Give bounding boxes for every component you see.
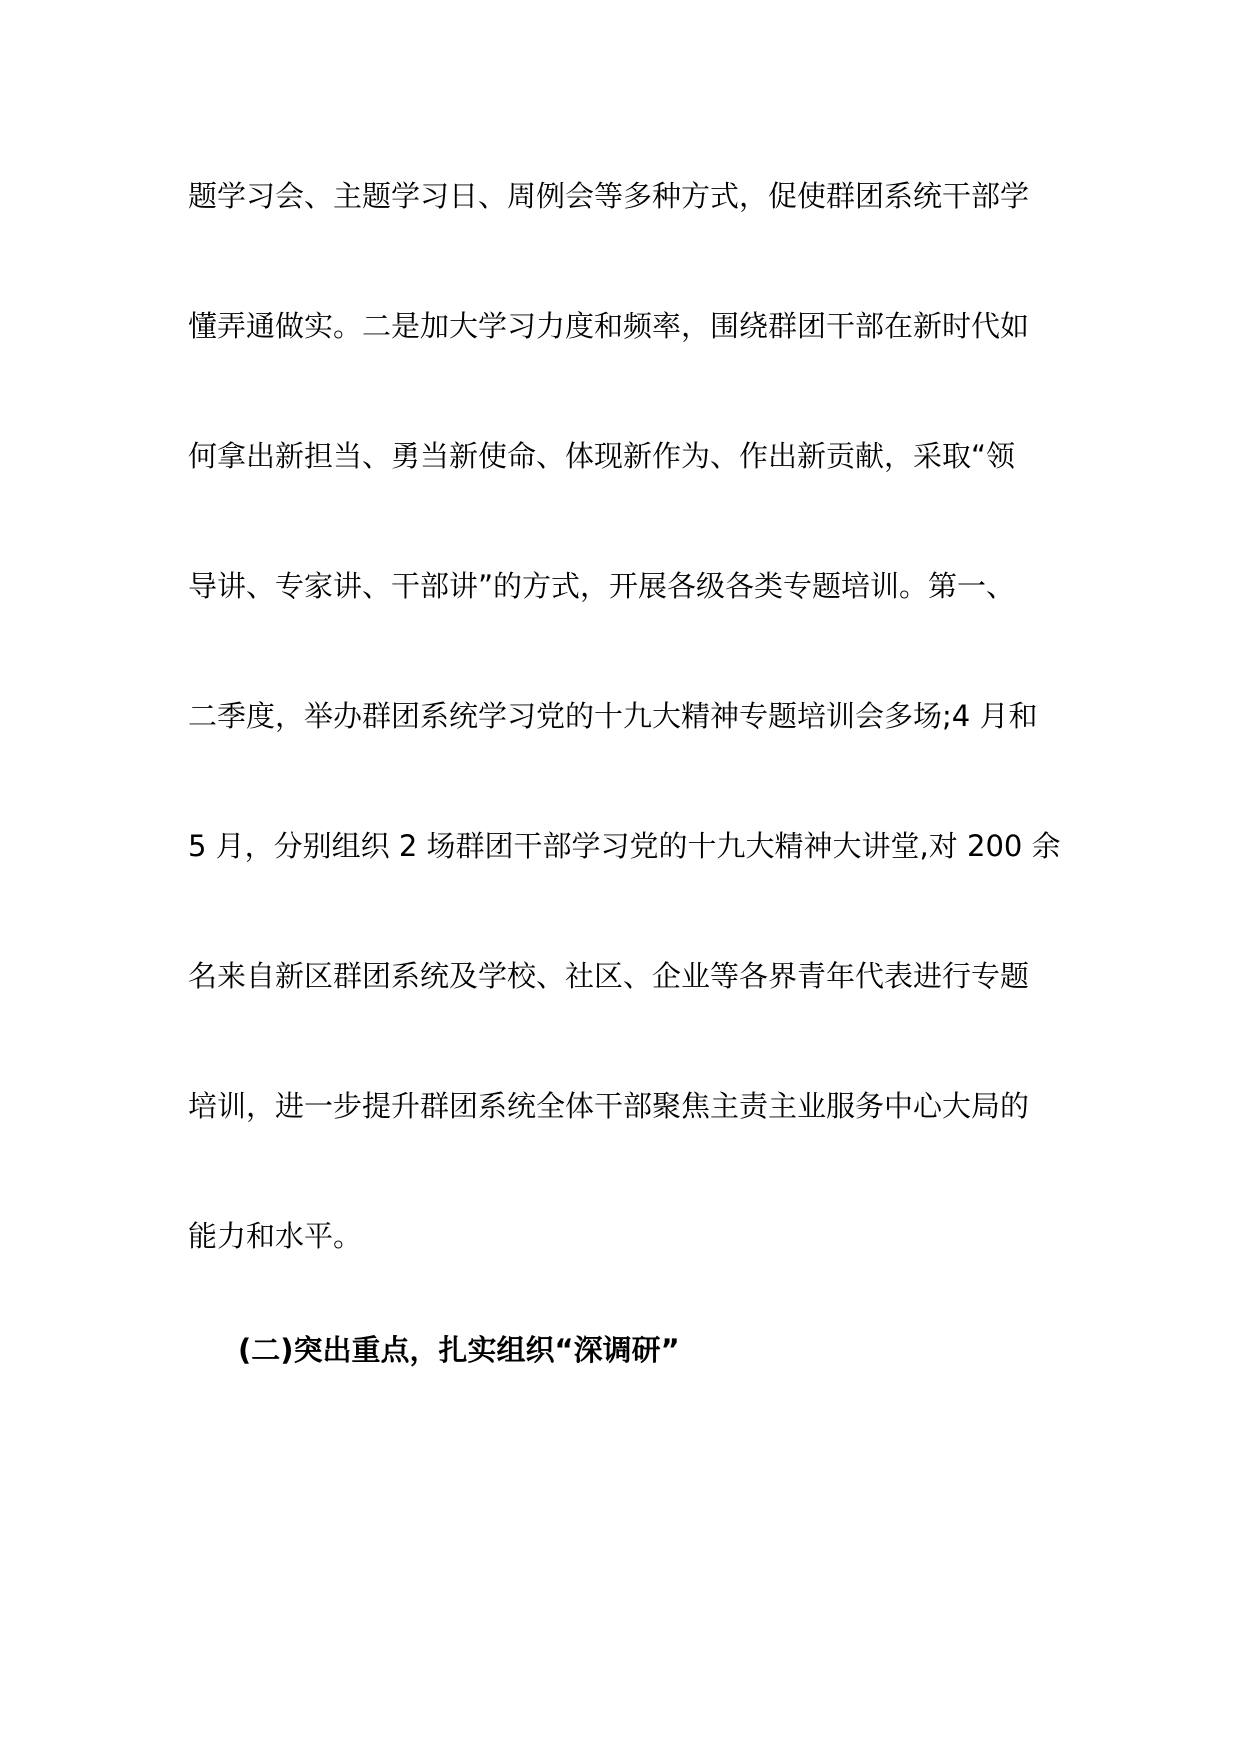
paragraph-line-6: 5 月，分别组织 2 场群团干部学习党的十九大精神大讲堂,对 200 余 <box>188 829 1061 863</box>
paragraph-line-5: 二季度，举办群团系统学习党的十九大精神专题培训会多场;4 月和 <box>188 699 1038 733</box>
paragraph-line-8: 培训，进一步提升群团系统全体干部聚焦主责主业服务中心大局的 <box>188 1089 1030 1123</box>
paragraph-line-4: 导讲、专家讲、干部讲”的方式，开展各级各类专题培训。第一、 <box>188 569 1016 603</box>
paragraph-line-9: 能力和水平。 <box>188 1219 363 1253</box>
paragraph-line-7: 名来自新区群团系统及学校、社区、企业等各界青年代表进行专题 <box>188 959 1030 993</box>
paragraph-line-2: 懂弄通做实。二是加大学习力度和频率，围绕群团干部在新时代如 <box>188 309 1030 343</box>
section-heading: (二)突出重点，扎实组织“深调研” <box>238 1333 680 1367</box>
paragraph-line-1: 题学习会、主题学习日、周例会等多种方式，促使群团系统干部学 <box>188 179 1030 213</box>
paragraph-line-3: 何拿出新担当、勇当新使命、体现新作为、作出新贡献，采取“领 <box>188 439 1016 473</box>
